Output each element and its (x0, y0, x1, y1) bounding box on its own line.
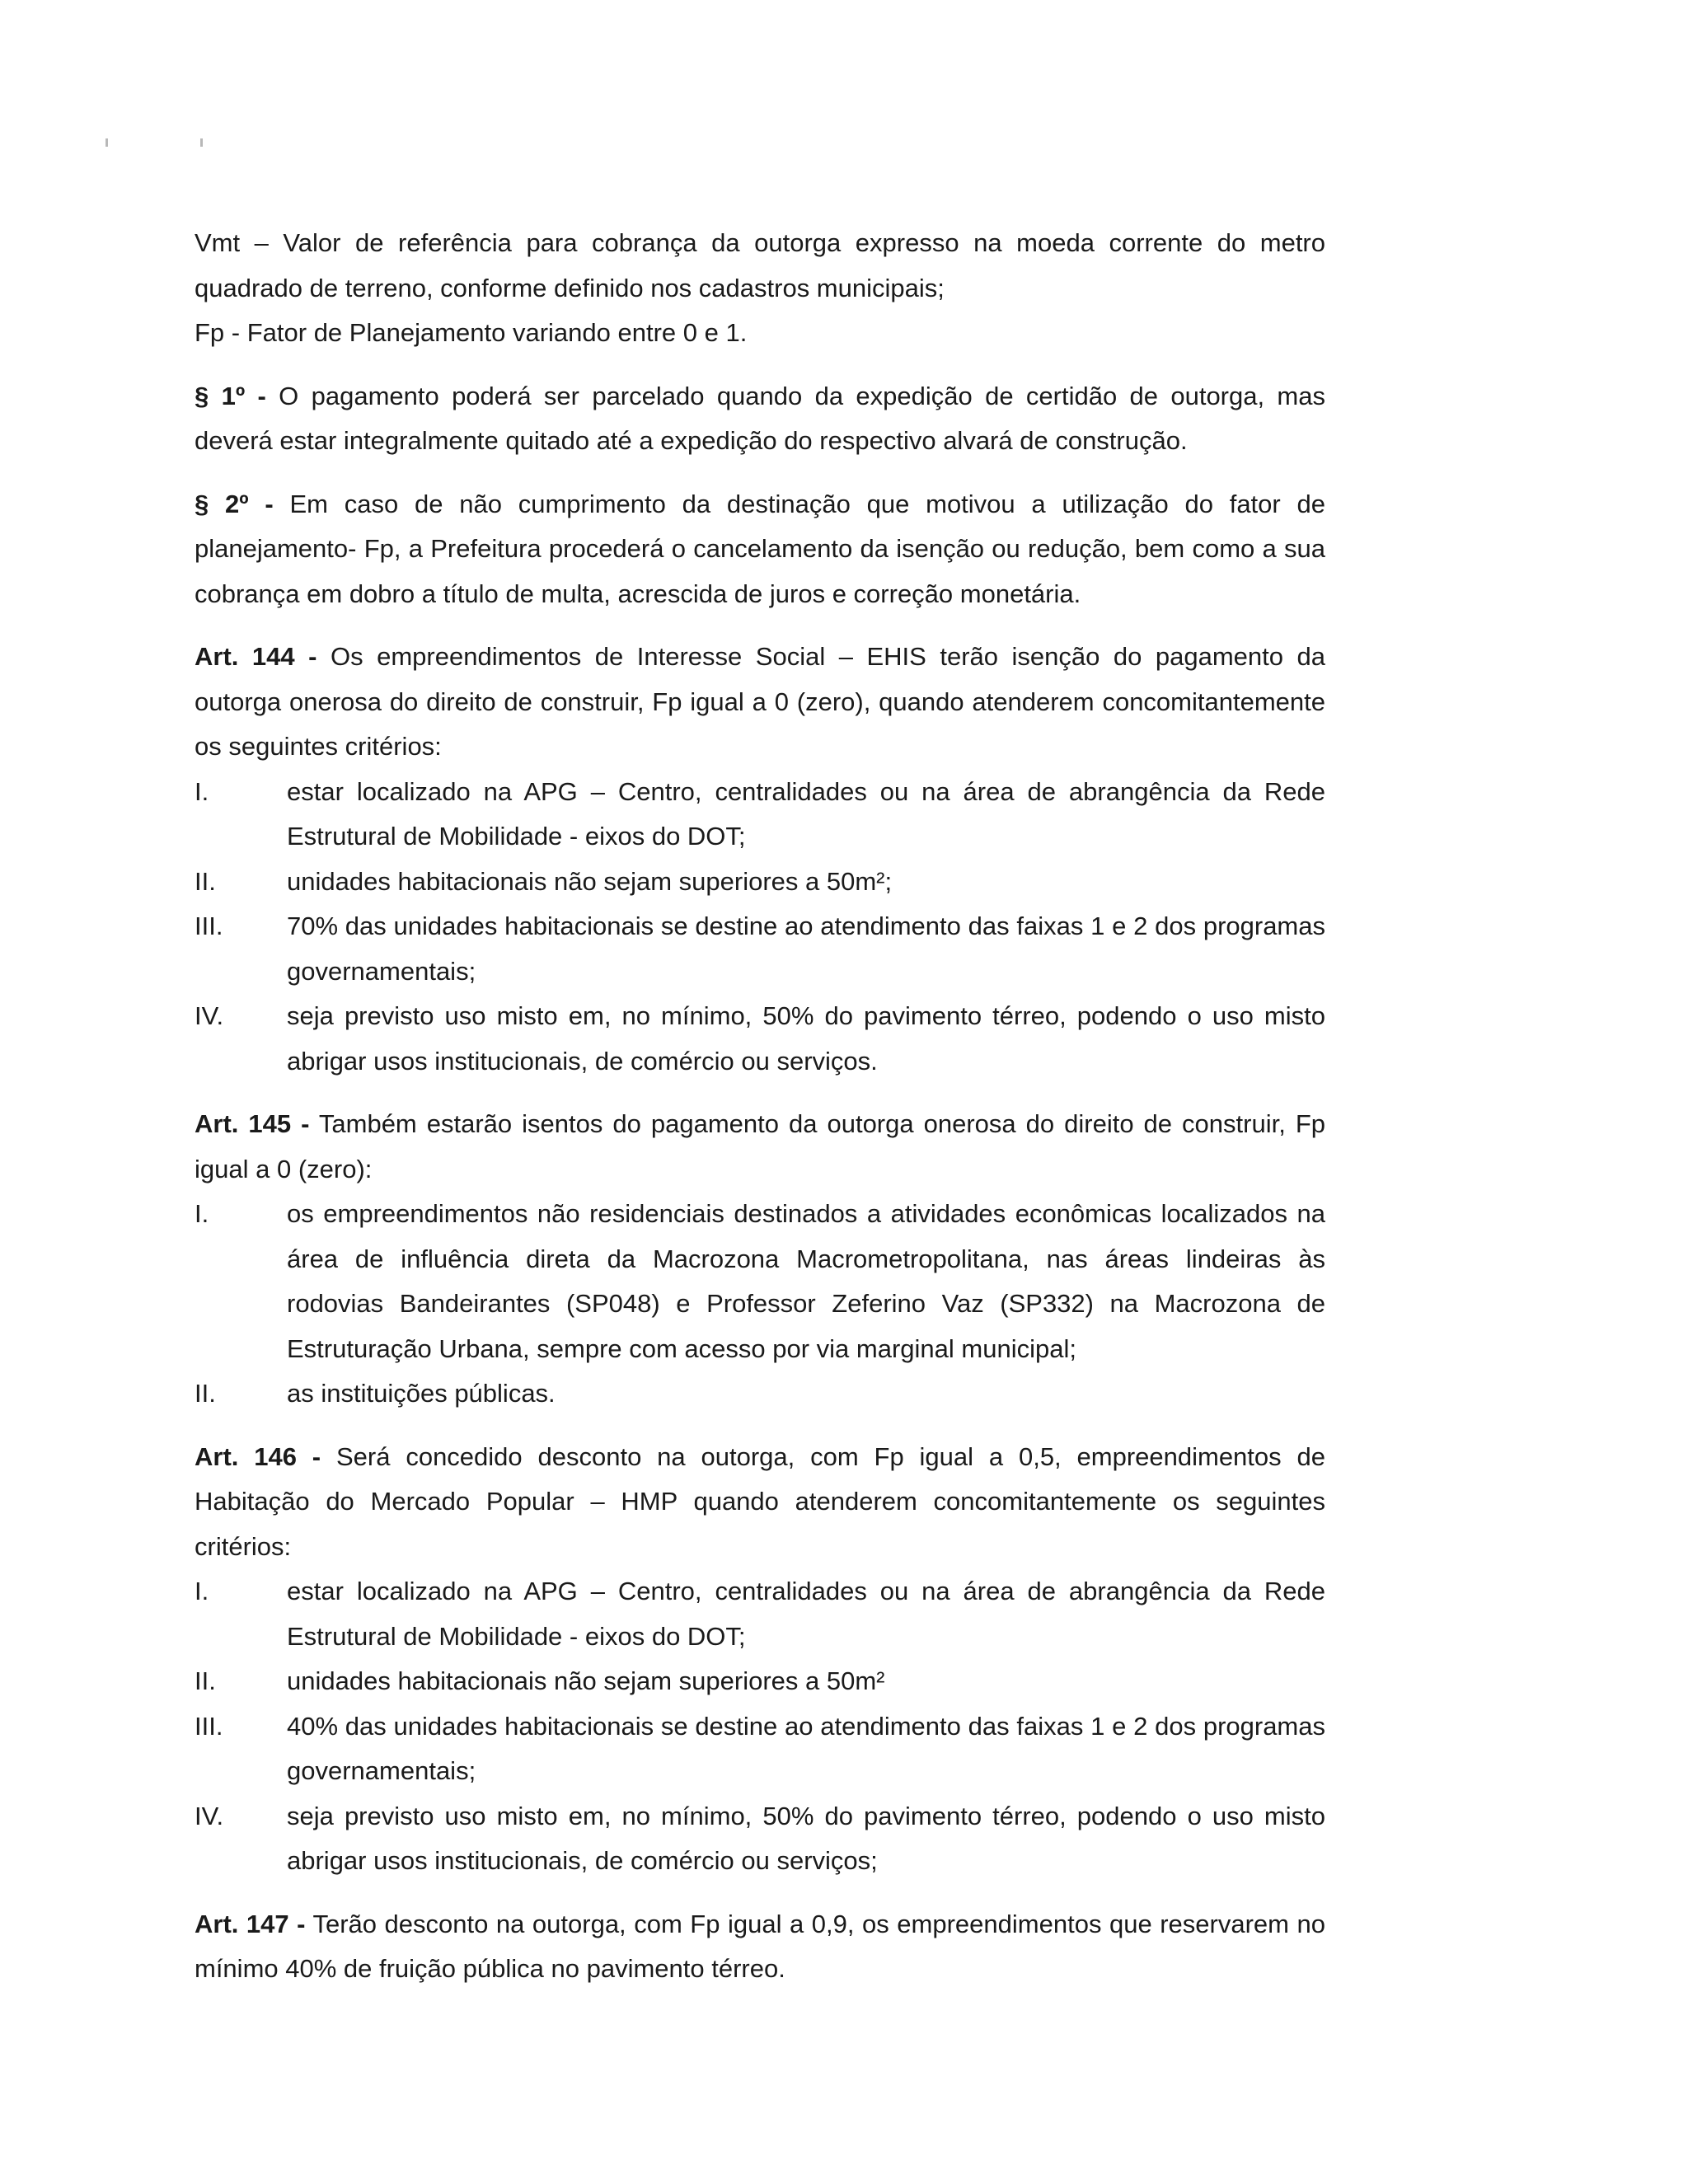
paragraph-1 (195, 374, 1325, 464)
article-144-items (195, 770, 1325, 1085)
item-text: estar localizado na APG – Centro, centralidades ou na área de abrangência da Rede Estrutural de Mobilidade - eixos do DOT; (287, 1577, 1325, 1651)
list-item (195, 1569, 1325, 1659)
list-item (195, 1659, 1325, 1704)
item-number: III. (195, 1711, 223, 1741)
article-label: Art. 146 - (195, 1441, 321, 1471)
item-text: as instituições públicas. (287, 1379, 556, 1408)
list-item (195, 904, 1325, 994)
scan-mark (106, 138, 108, 147)
article-label: Art. 145 - (195, 1109, 310, 1138)
article-147 (195, 1902, 1325, 1992)
item-number: I. (195, 776, 209, 806)
item-text: os empreendimentos não residenciais destinados a atividades econômicas localizados na área de influência direta da Macrozona Macrometropolitana, nas áreas lindeiras às rodovias Bandeirantes (SP048) e Professor Zeferino Vaz (SP332) na Macrozona de Estruturação Urbana, sempre com acesso por via marginal municipal; (287, 1199, 1325, 1363)
item-text: 40% das unidades habitacionais se destine ao atendimento das faixas 1 e 2 dos programas governamentais; (287, 1711, 1325, 1785)
item-text: seja previsto uso misto em, no mínimo, 50% do pavimento térreo, podendo o uso misto abrigar usos institucionais, de comércio ou serviços. (287, 1001, 1325, 1076)
scan-mark (200, 138, 203, 147)
paragraph-label: § 2º - (195, 489, 274, 518)
list-item (195, 770, 1325, 860)
item-number: II. (195, 866, 216, 896)
item-number: I. (195, 1577, 209, 1605)
item-text: seja previsto uso misto em, no mínimo, 50% do pavimento térreo, podendo o uso misto abrigar usos institucionais, de comércio ou serviços; (287, 1801, 1325, 1875)
definition-vmt: Vmt – Valor de referência para cobrança da outorga expresso na moeda corrente do metro quadrado de terreno, conforme definido nos cadastros municipais; (195, 228, 1325, 302)
article-label: Art. 147 - (195, 1909, 306, 1938)
item-number: I. (195, 1199, 209, 1228)
item-text: estar localizado na APG – Centro, centralidades ou na área de abrangência da Rede Estrutural de Mobilidade - eixos do DOT; (287, 776, 1325, 851)
item-number: IV. (195, 1801, 224, 1830)
article-text: Também estarão isentos do pagamento da outorga onerosa do direito de construir, Fp igual a 0 (zero): (195, 1109, 1325, 1183)
article-146 (195, 1435, 1325, 1570)
paragraph-text: O pagamento poderá ser parcelado quando da expedição de certidão de outorga, mas deverá estar integralmente quitado até a expedição do respectivo alvará de construção. (195, 381, 1325, 455)
paragraph-text: Em caso de não cumprimento da destinação que motivou a utilização do fator de planejamento- Fp, a Prefeitura procederá o cancelamento da isenção ou redução, bem como a sua cobrança em dobro a título de multa, acrescida de juros e correção monetária. (195, 489, 1325, 608)
list-item (195, 1371, 1325, 1417)
article-145-items (195, 1192, 1325, 1417)
list-item (195, 1704, 1325, 1794)
article-text: Os empreendimentos de Interesse Social – EHIS terão isenção do pagamento da outorga onerosa do direito de construir, Fp igual a 0 (zero), quando atenderem concomitantemente os seguintes critérios: (195, 642, 1325, 761)
item-number: II. (195, 1379, 216, 1408)
article-text: Será concedido desconto na outorga, com Fp igual a 0,5, empreendimentos de Habitação do Mercado Popular – HMP quando atenderem concomitantemente os seguintes critérios: (195, 1441, 1325, 1561)
article-144 (195, 635, 1325, 770)
article-146-items (195, 1569, 1325, 1884)
list-item (195, 860, 1325, 905)
item-number: IV. (195, 1001, 224, 1030)
list-item (195, 994, 1325, 1084)
article-145 (195, 1102, 1325, 1192)
document-body (195, 221, 1325, 1992)
item-text: 70% das unidades habitacionais se destine ao atendimento das faixas 1 e 2 dos programas governamentais; (287, 912, 1325, 986)
item-text: unidades habitacionais não sejam superiores a 50m²; (287, 866, 893, 896)
item-number: III. (195, 912, 223, 940)
definition-fp: Fp - Fator de Planejamento variando entre 0 e 1. (195, 318, 748, 347)
article-label: Art. 144 - (195, 642, 317, 671)
item-text: unidades habitacionais não sejam superiores a 50m² (287, 1666, 885, 1695)
paragraph-label: § 1º - (195, 381, 266, 410)
list-item (195, 1192, 1325, 1371)
item-number: II. (195, 1666, 216, 1695)
paragraph-2 (195, 482, 1325, 617)
article-text: Terão desconto na outorga, com Fp igual a 0,9, os empreendimentos que reservarem no mínimo 40% de fruição pública no pavimento térreo. (195, 1909, 1325, 1983)
list-item (195, 1794, 1325, 1884)
